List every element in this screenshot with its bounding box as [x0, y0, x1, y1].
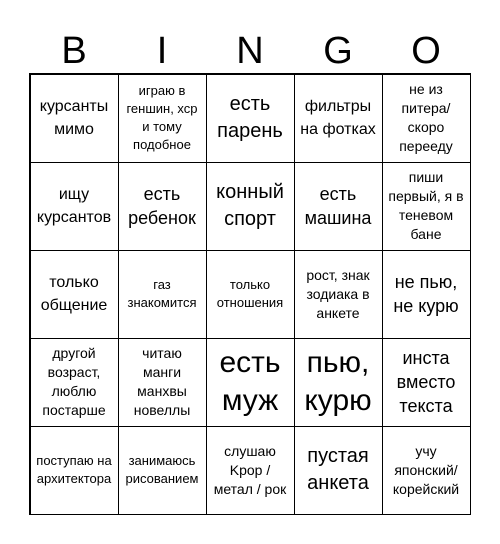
bingo-cell[interactable] [206, 250, 295, 339]
cell-text: слушаю Kpop / метал / рок [213, 442, 287, 497]
cell-text: учу японский/ корейский [392, 442, 460, 497]
cell-text: фильтры на фотках [300, 98, 376, 138]
bingo-cell[interactable] [118, 250, 207, 339]
bingo-header [30, 28, 470, 74]
bingo-cell[interactable] [294, 250, 383, 339]
bingo-cell[interactable] [206, 338, 295, 427]
bingo-cell[interactable] [294, 338, 383, 427]
bingo-board [29, 73, 471, 515]
bingo-cell[interactable] [30, 250, 119, 339]
header-letter-n: N [236, 30, 264, 72]
header-letter-i: I [156, 30, 168, 72]
cell-text: не из питера/ скоро перееду [399, 81, 453, 154]
bingo-cell[interactable] [206, 74, 295, 163]
cell-text: пиши первый, я в теневом бане [388, 169, 464, 242]
cell-text: только общение [40, 274, 108, 314]
bingo-cell[interactable] [118, 426, 207, 515]
bingo-cell[interactable] [382, 338, 471, 427]
bingo-cell[interactable] [382, 250, 471, 339]
bingo-cell[interactable] [30, 338, 119, 427]
cell-text: есть парень [217, 93, 283, 142]
cell-text: конный спорт [216, 181, 284, 230]
bingo-cell[interactable] [206, 162, 295, 251]
bingo-cell[interactable] [30, 74, 119, 163]
header-letter-o: O [411, 30, 441, 72]
bingo-cell[interactable] [382, 162, 471, 251]
cell-text: играю в геншин, хср и тому подобное [126, 83, 198, 152]
bingo-cell[interactable] [118, 162, 207, 251]
bingo-cell[interactable] [294, 74, 383, 163]
cell-text: только отношения [216, 277, 284, 310]
cell-text: занимаюсь рисованием [125, 453, 199, 486]
cell-text: рост, знак зодиака в анкете [306, 266, 370, 321]
bingo-cell[interactable] [382, 426, 471, 515]
bingo-cell[interactable] [294, 426, 383, 515]
cell-text: газ знакомится [127, 277, 197, 310]
cell-text: есть муж [219, 346, 281, 417]
bingo-cell[interactable] [382, 74, 471, 163]
bingo-cell[interactable] [294, 162, 383, 251]
bingo-cell[interactable] [30, 162, 119, 251]
cell-text: читаю манги манхвы новеллы [133, 345, 191, 418]
cell-text: ищу курсантов [36, 186, 112, 226]
bingo-cell[interactable] [118, 74, 207, 163]
cell-text: пустая анкета [307, 445, 369, 494]
cell-text: не пью, не курю [393, 272, 459, 316]
header-letter-b: B [61, 30, 87, 72]
cell-text: пью, курю [304, 346, 372, 417]
cell-text: есть машина [304, 184, 372, 228]
cell-text: курсанты мимо [39, 98, 109, 138]
cell-text: есть ребенок [128, 184, 196, 228]
bingo-cell[interactable] [206, 426, 295, 515]
cell-text: другой возраст, люблю постарше [42, 345, 106, 418]
cell-text: инста вместо текста [396, 348, 456, 416]
header-letter-g: G [323, 30, 353, 72]
cell-text: поступаю на архитектора [36, 453, 112, 486]
bingo-cell[interactable] [118, 338, 207, 427]
bingo-cell[interactable] [30, 426, 119, 515]
